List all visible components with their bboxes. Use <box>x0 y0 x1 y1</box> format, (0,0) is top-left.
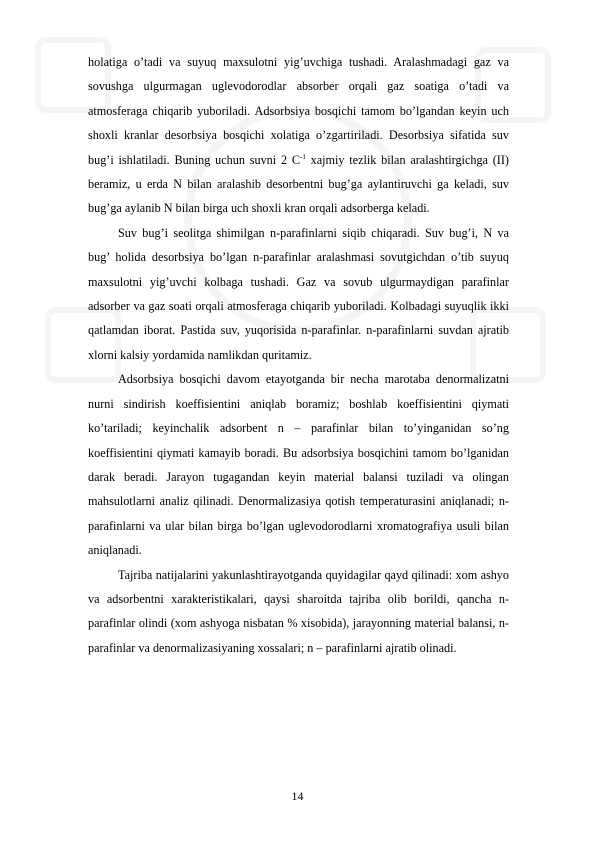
superscript-minus-one: -1 <box>299 152 306 161</box>
paragraph-1 <box>88 50 509 221</box>
paragraph-4-text: Tajriba natijalarini yakunlashtirayotganda quyidagilar qayd qilinadi: xom ashyo va adsorbentni xarakteristikalari, qaysi sharoitda tajriba olib borildi, qancha n-parafinlar olindi (xom ashyoga nisbatan % xisobida), jarayonning material balansi, n-parafinlar va denormalizasiyaning xossalari; n – parafinlarni ajratib olinadi. <box>88 567 509 655</box>
paragraph-3-text: Adsorbsiya bosqichi davom etayotganda bir necha marotaba denormalizatni nurni sindirish koeffisientini aniqlab boramiz; boshlab koeffisientini qiymati ko’tariladi; keyinchalik adsorbent n – parafinlar bilan to’yinganidan so’ng koeffisientini qiymati kamayib boradi. Bu adsorbsiya bosqichini tamom bo’lganidan darak beradi. Jarayon tugagandan keyin material balansi tuziladi va olingan mahsulotlarni analiz qilinadi. Denormalizasiya qotish temperaturasini aniqlanadi; n-parafinlarni va ular bilan birga bo’lgan uglevodorodlarni xromatografiya usuli bilan aniqlanadi. <box>88 372 509 558</box>
document-body <box>88 50 509 660</box>
paragraph-1-text-a: holatiga o’tadi va suyuq maxsulotni yig’uvchiga tushadi. Aralashmadagi gaz va sovushga ulgurmagan uglevodorodlar absorber orqali gaz soatiga o’tadi va atmosferaga chiqarib yuboriladi. Adsorbsiya bosqichi tamom bo’lgandan keyin uch shoxli kranlar desorbsiya bosqichi xolatiga o’zgartiriladi. Desorbsiya sifatida suv bug’i ishlatiladi. Buning uchun suvni 2 C <box>88 55 509 167</box>
paragraph-2-text: Suv bug’i seolitga shimilgan n-parafinlarni siqib chiqaradi. Suv bug’i, N va bug’ holida desorbsiya bo’lgan n-parafinlar aralashmasi sovutgichdan o’tib suyuq maxsulotni yig’uvchi kolbaga tushadi. Gaz va sovub ulgurmaydigan parafinlar adsorber va gaz soati orqali atmosferaga chiqarib yuboriladi. Kolbadagi suyuqlik ikki qatlamdan iborat. Pastida suv, yuqorisida n-parafinlar. n-parafinlarni suvdan ajratib xlorni kalsiy yordamida namlikdan quritamiz. <box>88 225 509 362</box>
page-number: 14 <box>291 789 304 803</box>
paragraph-1-text-b: xajmiy tezlik bilan aralashtirgichga (II) beramiz, u erda N bilan aralashib desorbentni bug’ga aylantiruvchi ga keladi, suv bug’ga aylanib N bilan birga uch shoxli kran orqali adsorberga keladi. <box>88 152 509 216</box>
paragraph-3 <box>88 367 509 562</box>
paragraph-2 <box>88 221 509 367</box>
paragraph-4 <box>88 563 509 661</box>
